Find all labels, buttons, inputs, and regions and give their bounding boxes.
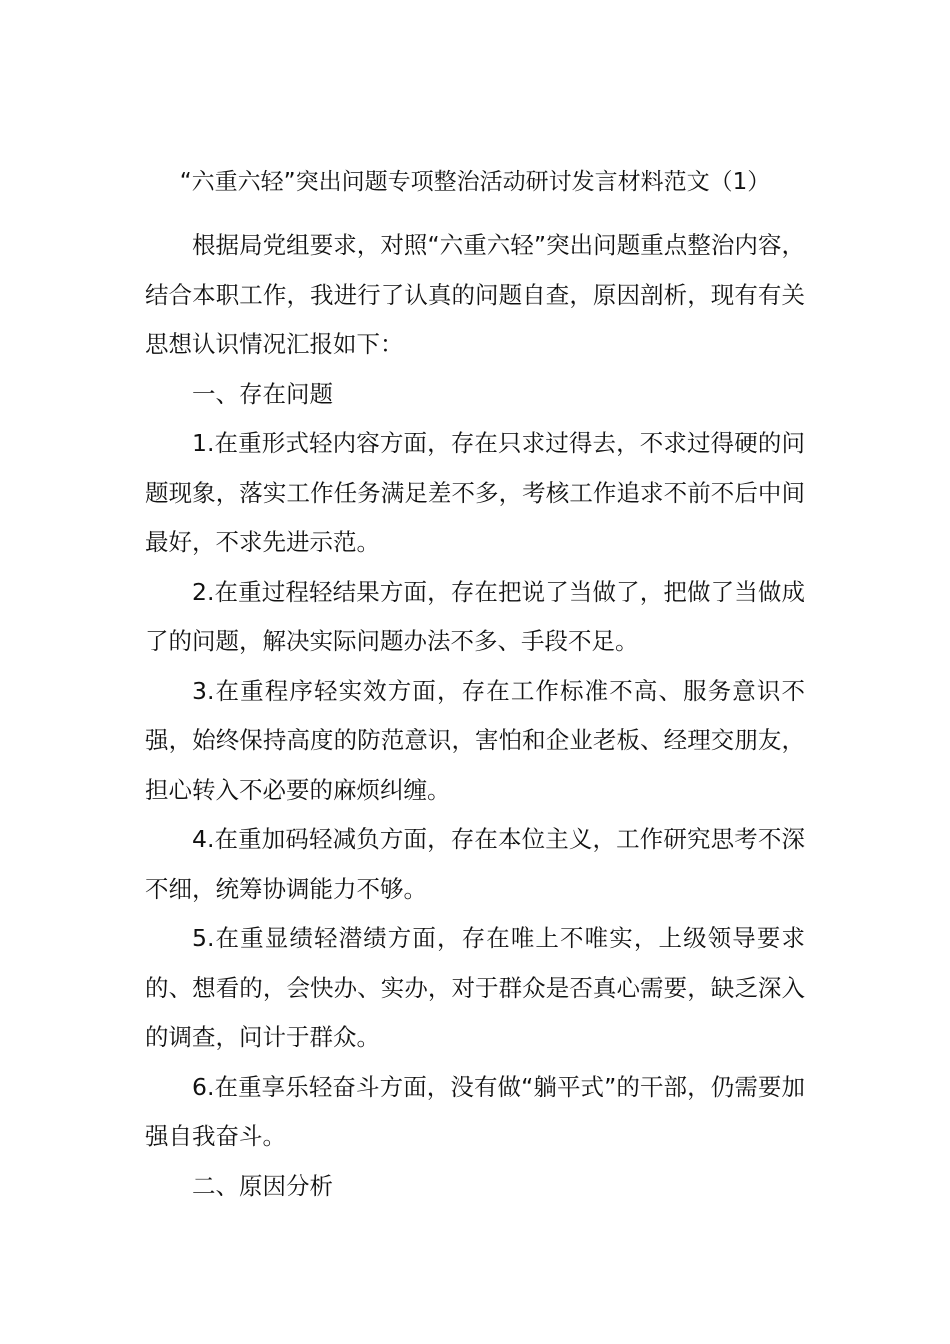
problem-item-2: 2.在重过程轻结果方面，存在把说了当做了，把做了当做成了的问题，解决实际问题办法不多、手段不足。 (145, 577, 805, 655)
problem-item-6: 6.在重享乐轻奋斗方面，没有做“躺平式”的干部，仍需要加强自我奋斗。 (145, 1072, 805, 1150)
problem-item-1: 1.在重形式轻内容方面，存在只求过得去，不求过得硬的问题现象，落实工作任务满足差不多，考核工作追求不前不后中间最好，不求先进示范。 (145, 429, 805, 556)
problem-item-3: 3.在重程序轻实效方面，存在工作标准不高、服务意识不强，始终保持高度的防范意识，害怕和企业老板、经理交朋友，担心转入不必要的麻烦纠缠。 (145, 676, 805, 804)
intro-paragraph: 根据局党组要求，对照“六重六轻”突出问题重点整治内容，结合本职工作，我进行了认真的问题自查，原因剖析，现有有关思想认识情况汇报如下： (145, 231, 805, 358)
document-body (145, 221, 805, 1211)
problem-item-5: 5.在重显绩轻潜绩方面，存在唯上不唯实，上级领导要求的、想看的，会快办、实办，对于群众是否真心需要，缺乏深入的调查，问计于群众。 (145, 924, 805, 1051)
section-heading-problems: 一、存在问题 (192, 379, 333, 408)
section-heading-cause-analysis: 二、原因分析 (192, 1171, 333, 1200)
document-title: “六重六轻”突出问题专项整治活动研讨发言材料范文（1） (179, 169, 771, 195)
problem-item-4: 4.在重加码轻减负方面，存在本位主义，工作研究思考不深不细，统筹协调能力不够。 (145, 825, 805, 903)
